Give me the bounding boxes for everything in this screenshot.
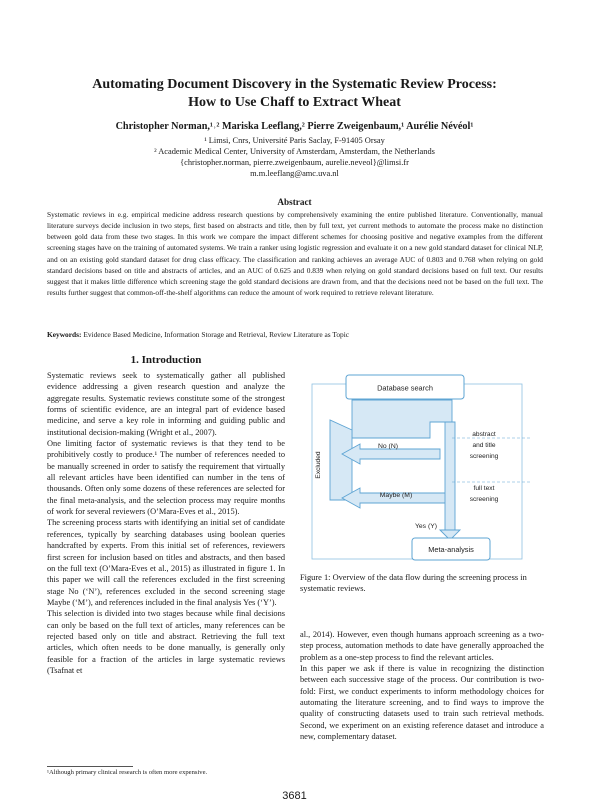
- excluded-bar: [330, 420, 352, 500]
- figure-caption: Figure 1: Overview of the data flow during the screening process in systematic reviews.: [300, 573, 527, 594]
- no-label: No (N): [377, 443, 399, 450]
- paragraph: In this paper we ask if there is value in recognizing the distinction between each successive stage of the process. Our contribution is two-fold: First, we conduct experiments to inform methodology choices for automating the literature screening, and to find ways to improve the quality of constructing datasets used to train such retrieval methods. Second, we experiment on an existing reference dataset and introduce a new, complementary dataset.: [300, 664, 544, 742]
- yes-label: Yes (Y): [414, 523, 438, 530]
- stage-1-label-line-2: and title: [472, 442, 496, 449]
- paper-title-line-2: How to Use Chaff to Extract Wheat: [188, 95, 401, 110]
- footnote-rule: [47, 766, 133, 767]
- page-number: 3681: [282, 790, 307, 802]
- keywords-label: Keywords:: [47, 330, 82, 339]
- footnote: ¹Although primary clinical research is often more expensive.: [47, 769, 208, 776]
- abstract-text: Systematic reviews in e.g. empirical medicine address research questions by comprehensively examining the entire published literature. Conventionally, manual literature surveys decide inclusion in two steps, first based on abstracts and title, then by full text, yet current methods to automate the process make no distinction between gold data from these two stages. In this work we compare the impact different schemes for choosing positive and negative examples from the different screening stages have on the training of automated systems. We train a ranker using logistic regression and evaluate it on a new gold standard dataset for clinical NLP, and on an existing gold standard dataset for drug class efficacy. The classification and ranking achieves an average AUC of 0.803 and 0.768 when relying on gold standard decisions based on title and abstracts of articles, and an AUC of 0.625 and 0.839 when relying on gold standard decisions based on full text. Our results suggest that it makes little difference which screening stage the gold standard decisions are drawn from, and that the decisions need not be based on the full text. The results further suggest that common-off-the-shelf algorithms can reduce the amount of work required to retrieve relevant literature.: [47, 210, 543, 298]
- author-emails: {christopher.norman, pierre.zweigenbaum, aurelie.neveol}@limsi.fr: [180, 158, 409, 167]
- paragraph: al., 2014). However, even though humans approach screening as a two-step process, automation methods to date have generally approached the problem as a one-step process to find the relevant articles.: [300, 630, 544, 662]
- maybe-label: Maybe (M): [379, 492, 413, 499]
- affiliation-1: ¹ Limsi, Cnrs, Université Paris Saclay, F-91405 Orsay: [204, 136, 385, 145]
- paper-title-line-1: Automating Document Discovery in the Systematic Review Process:: [92, 77, 497, 92]
- author-list: Christopher Norman,¹˒² Mariska Leeflang,² Pierre Zweigenbaum,¹ Aurélie Névéol¹: [115, 121, 474, 132]
- abstract-heading: Abstract: [277, 197, 312, 207]
- keywords-text: Evidence Based Medicine, Information Storage and Retrieval, Review Literature as Topic: [81, 330, 350, 339]
- figure-1-screening-flow-diagram: [300, 370, 544, 570]
- author-email-2: m.m.leeflang@amc.uva.nl: [250, 169, 339, 178]
- section-heading-introduction: 1. Introduction: [130, 354, 202, 366]
- affiliation-2: ² Academic Medical Center, University of Amsterdam, Amsterdam, the Netherlands: [154, 147, 435, 156]
- paragraph: Systematic reviews seek to systematically gather all published evidence addressing a given research question and analyze the aggregate results. Systematic reviews constitute some of the strongest forms of scientific evidence, are an integral part of evidence based medicine, and serve a key role in informing and guiding public and institutional decision-making (Wright et al., 2007).: [47, 371, 285, 437]
- stage-2-label-line-2: screening: [469, 496, 499, 503]
- paragraph: The screening process starts with identifying an initial set of candidate references, typically by searching databases using boolean queries handcrafted by experts. From this initial set of references, reviewers first screen for inclusion based on titles and abstracts, and then based on the full text (O’Mara-Eves et al., 2015) as illustrated in figure 1. In this paper we will call the references excluded in the first screening stage No (‘N’), references excluded in the second screening stage Maybe (‘M’), and references included in the final analysis Yes (‘Y’).: [47, 518, 285, 607]
- stage-2-label-line-1: full text: [473, 485, 495, 492]
- meta-analysis-label: Meta-analysis: [428, 545, 474, 554]
- database-search-label: Database search: [377, 383, 433, 393]
- left-column: [47, 370, 285, 676]
- right-column: [300, 629, 544, 742]
- stage-1-label-line-1: abstract: [472, 431, 496, 438]
- excluded-label: Excluded: [315, 451, 322, 479]
- keywords: [47, 330, 349, 339]
- paragraph: This selection is divided into two stages because while final decisions can only be based on the full text of articles, many references can be rejected based only on title and abstract. Retrieving the full text articles, which often needs to be done manually, is generally only feasible for a fraction of the articles in large systematic reviews (Tsafnat et: [47, 609, 285, 675]
- stage-1-label-line-3: screening: [469, 453, 499, 460]
- paragraph: One limiting factor of systematic reviews is that they tend to be prohibitively costly to produce.¹ The number of references needed to be manually screened in order to satisfy the requirement that virtually all relevant articles have been identified can number in the tens of thousands. Often only some dozens of these references are selected for the final meta-analysis, and the selection process may require months of work for several reviewers (O’Mara-Eves et al., 2015).: [47, 439, 285, 517]
- funnel-stage-1: [352, 400, 452, 438]
